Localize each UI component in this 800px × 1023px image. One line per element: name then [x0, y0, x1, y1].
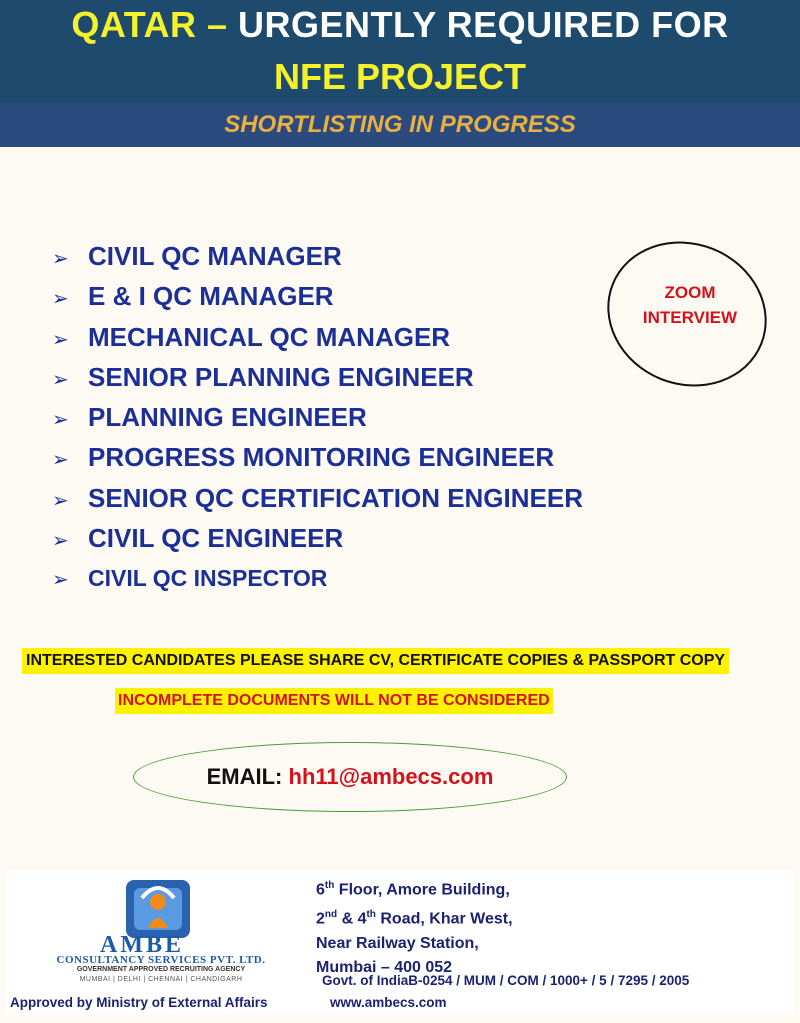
subtitle: SHORTLISTING IN PROGRESS [224, 111, 576, 138]
footer [6, 870, 794, 1015]
job-item [52, 558, 583, 598]
job-item [52, 518, 583, 558]
address-line2: 2nd & 4th Road, Khar West, [316, 908, 513, 928]
share-notice: INTERESTED CANDIDATES PLEASE SHARE CV, CERTIFICATE COPIES & PASSPORT COPY [22, 648, 729, 674]
arrow-bullet-icon: ➢ [52, 449, 69, 472]
email-box [133, 742, 567, 812]
header-title [0, 4, 800, 46]
govt-license: Govt. of IndiaB-0254 / MUM / COM / 1000+ / 5 / 7295 / 2005 [322, 973, 690, 988]
zoom-interview-label [620, 280, 760, 330]
job-title: CIVIL QC MANAGER [88, 241, 342, 271]
arrow-bullet-icon: ➢ [52, 569, 69, 592]
email-link[interactable]: hh11@ambecs.com [288, 764, 494, 789]
logo-name: AMBE [100, 932, 184, 958]
logo-company: CONSULTANCY SERVICES PVT. LTD. [56, 954, 266, 966]
website-link[interactable]: www.ambecs.com [330, 995, 447, 1010]
email-label: EMAIL: [206, 764, 283, 789]
arrow-bullet-icon: ➢ [52, 248, 69, 270]
zoom-line1: ZOOM [664, 283, 716, 302]
header-project: NFE PROJECT [273, 56, 527, 97]
arrow-bullet-icon: ➢ [52, 368, 69, 391]
arrow-bullet-icon: ➢ [52, 328, 69, 351]
job-item [52, 317, 583, 357]
arrow-bullet-icon: ➢ [52, 530, 69, 553]
job-title: SENIOR QC CERTIFICATION ENGINEER [88, 482, 583, 513]
job-title: CIVIL QC INSPECTOR [88, 565, 328, 592]
office-address [316, 874, 513, 981]
job-item [52, 276, 583, 316]
job-title: MECHANICAL QC MANAGER [88, 321, 451, 352]
arrow-bullet-icon: ➢ [52, 409, 69, 432]
arrow-bullet-icon: ➢ [52, 288, 69, 311]
incomplete-warning: INCOMPLETE DOCUMENTS WILL NOT BE CONSIDERED [115, 688, 553, 714]
job-title: CIVIL QC ENGINEER [88, 523, 344, 554]
address-line3: Near Railway Station, [316, 934, 479, 952]
approval-text: Approved by Ministry of External Affairs [10, 995, 268, 1010]
subtitle-bar [0, 103, 800, 147]
job-title: E & I QC MANAGER [88, 281, 334, 312]
job-title: SENIOR PLANNING ENGINEER [88, 361, 474, 392]
job-item [52, 478, 583, 518]
zoom-line2: INTERVIEW [642, 308, 738, 327]
logo-tagline: GOVERNMENT APPROVED RECRUITING AGENCY [76, 966, 246, 973]
job-item [52, 397, 583, 437]
job-item [52, 357, 583, 397]
job-list [52, 236, 583, 599]
job-title: PROGRESS MONITORING ENGINEER [88, 442, 555, 473]
address-line4: Mumbai – 400 052 [316, 959, 453, 977]
title-country: QATAR – [71, 4, 228, 45]
title-rest: URGENTLY REQUIRED FOR [227, 4, 729, 45]
header-banner [0, 0, 800, 103]
job-title: PLANNING ENGINEER [88, 402, 367, 433]
logo-cities: MUMBAI | DELHI | CHENNAI | CHANDIGARH [79, 976, 243, 983]
job-item [52, 236, 583, 276]
address-line1: 6th Floor, Amore Building, [316, 880, 510, 899]
arrow-bullet-icon: ➢ [52, 489, 69, 512]
job-item [52, 437, 583, 477]
